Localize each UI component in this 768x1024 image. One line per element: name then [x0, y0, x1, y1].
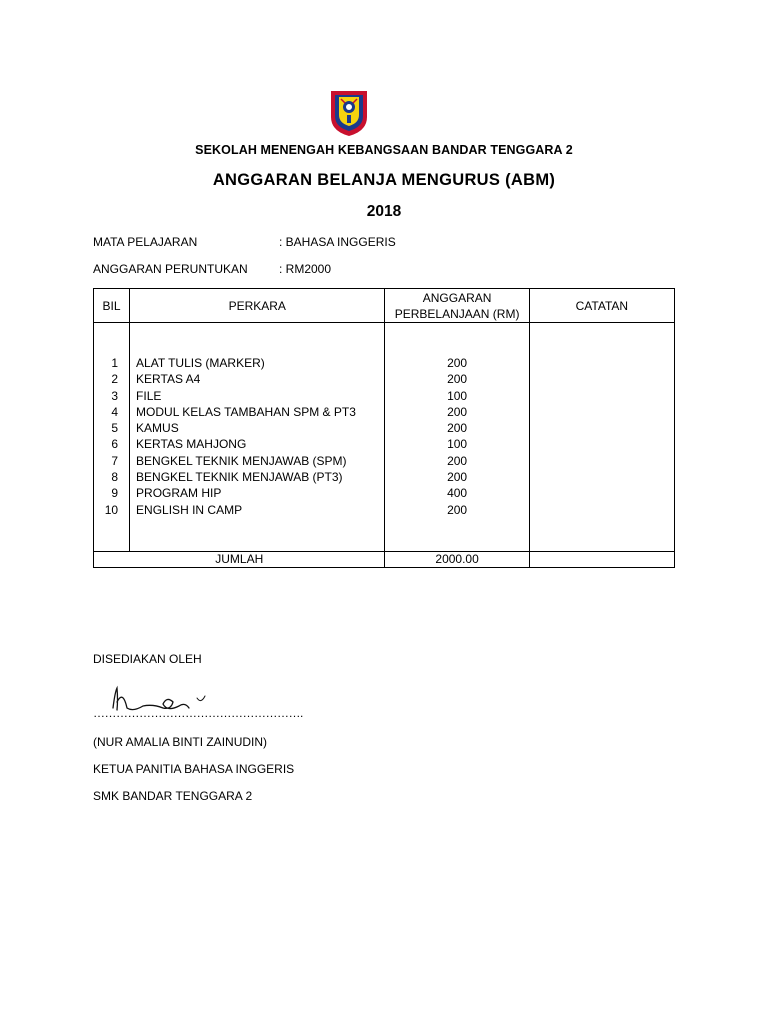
school-crest-logo: [329, 89, 369, 137]
row-bil: 9: [111, 486, 119, 501]
signatory-name: (NUR AMALIA BINTI ZAINUDIN): [93, 735, 268, 749]
signature-line: ……………………………………………….: [93, 706, 303, 720]
row-bil: 5: [111, 421, 119, 436]
header-catatan: CATATAN: [529, 289, 674, 323]
document-year: 2018: [366, 203, 402, 220]
anggaran-column: [385, 323, 529, 552]
prepared-by-label: DISEDIAKAN OLEH: [93, 652, 202, 666]
row-perkara: KERTAS A4: [136, 372, 201, 387]
row-bil: 4: [111, 404, 119, 419]
row-anggaran: 200: [447, 372, 468, 387]
table-body-row: [94, 323, 675, 552]
header-anggaran-line2: PERBELANJAAN (RM): [394, 306, 520, 321]
perkara-list: [130, 323, 384, 518]
row-anggaran: 200: [447, 356, 468, 370]
subject-value: : BAHASA INGGERIS: [279, 235, 396, 249]
row-bil: 10: [104, 502, 119, 517]
row-anggaran: 200: [447, 470, 468, 485]
row-anggaran: 200: [447, 421, 468, 436]
row-perkara: MODUL KELAS TAMBAHAN SPM & PT3: [136, 404, 356, 419]
budget-table: [93, 288, 675, 568]
row-anggaran: 200: [447, 502, 468, 517]
bil-list: [94, 323, 129, 518]
signatory-position: KETUA PANITIA BAHASA INGGERIS: [93, 762, 295, 776]
row-perkara: KERTAS MAHJONG: [136, 437, 247, 452]
row-perkara: BENGKEL TEKNIK MENJAWAB (SPM): [136, 453, 347, 468]
header-perkara: PERKARA: [130, 289, 385, 323]
allocation-value: : RM2000: [279, 262, 332, 276]
row-anggaran: 100: [447, 437, 468, 452]
row-perkara: ENGLISH IN CAMP: [136, 502, 243, 517]
row-bil: 3: [111, 388, 119, 403]
row-perkara: FILE: [136, 388, 162, 403]
anggaran-list: [385, 323, 528, 518]
row-bil: 6: [111, 437, 119, 452]
row-bil: 2: [111, 372, 119, 387]
total-value: 2000.00: [385, 552, 529, 568]
row-anggaran: 200: [447, 453, 468, 468]
signatory-school: SMK BANDAR TENGGARA 2: [93, 789, 253, 803]
header-anggaran-line1: ANGGARAN: [422, 290, 492, 305]
allocation-label: ANGGARAN PERUNTUKAN: [93, 262, 248, 276]
header-anggaran: [385, 289, 529, 323]
header-bil: BIL: [94, 289, 130, 323]
row-bil: 8: [111, 470, 119, 485]
row-perkara: PROGRAM HIP: [136, 486, 222, 501]
school-name: SEKOLAH MENENGAH KEBANGSAAN BANDAR TENGGARA 2: [195, 143, 573, 157]
document-title: ANGGARAN BELANJA MENGURUS (ABM): [212, 171, 556, 189]
row-bil: 7: [111, 453, 119, 468]
row-anggaran: 400: [447, 486, 468, 501]
row-bil: 1: [111, 356, 119, 370]
row-anggaran: 200: [447, 404, 468, 419]
subject-label: MATA PELAJARAN: [93, 235, 198, 249]
catatan-column: [529, 323, 674, 552]
row-anggaran: 100: [447, 388, 468, 403]
total-label: JUMLAH: [94, 552, 385, 568]
bil-column: [94, 323, 130, 552]
perkara-column: [130, 323, 385, 552]
row-perkara: BENGKEL TEKNIK MENJAWAB (PT3): [136, 470, 343, 485]
total-catatan: [529, 552, 674, 568]
row-perkara: ALAT TULIS (MARKER): [136, 356, 265, 370]
table-header-row: [94, 289, 675, 323]
row-perkara: KAMUS: [136, 421, 179, 436]
total-row: [94, 552, 675, 568]
